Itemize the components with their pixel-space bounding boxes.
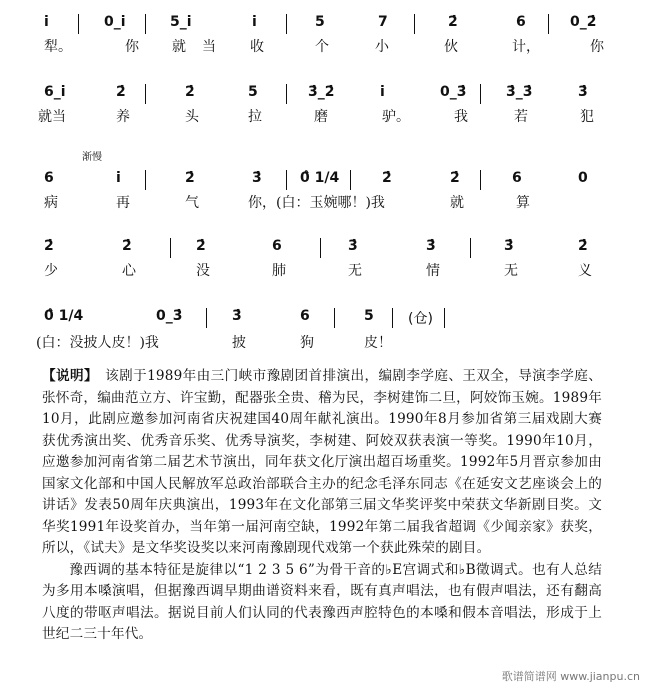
lyric: 你 [125, 39, 139, 55]
barline [392, 308, 393, 328]
note: 6 [272, 238, 282, 254]
note: i [380, 84, 385, 100]
barline [145, 84, 146, 104]
description-paragraph-1 [42, 366, 602, 560]
lyric: 就当 [38, 109, 66, 125]
note: 3̇ [578, 84, 588, 100]
barline [286, 84, 287, 104]
lyric: 拉 [248, 109, 262, 125]
note: 2̇ [448, 14, 458, 30]
note: 3̇ [348, 238, 358, 254]
barline [444, 308, 445, 328]
lyric: 狗 [300, 335, 314, 351]
barline [548, 14, 549, 34]
lyric: 无 [348, 263, 362, 279]
lyric: 算 [516, 195, 530, 211]
lyric: 伙 [444, 39, 458, 55]
lyric: 情 [426, 263, 440, 279]
note: 2̇ [450, 170, 460, 186]
note: 2̇ [196, 238, 206, 254]
description-label: 【说明】 [42, 368, 92, 384]
notes-row-4 [30, 238, 630, 260]
notes-row-2 [30, 84, 630, 106]
note: 3̇_3̇ [506, 84, 533, 100]
note: 6_i [44, 84, 66, 100]
note: 3̇ [232, 308, 242, 324]
note: i [44, 14, 49, 30]
notes-row-1 [30, 14, 630, 36]
note: 5 [315, 14, 325, 30]
barline [78, 14, 79, 34]
note: 2̇ [185, 170, 195, 186]
lyrics-row-3 [30, 192, 630, 212]
note: 5 [248, 84, 258, 100]
lyric: (白：没披人皮！)我 [36, 335, 159, 351]
lyric: 就 [450, 195, 464, 211]
lyric: 养 [116, 109, 130, 125]
lyrics-row-2 [30, 106, 630, 126]
lyric: 我 [454, 109, 468, 125]
note: 0̂ 1/4 [300, 170, 340, 186]
description-text-1: 该剧于1989年由三门峡市豫剧团首排演出，编剧李学庭、王双全，导演李学庭、张怀奇，编曲范立方、许宝勤，配器张全贵、稽为民，李树建饰二旦，阿姣饰玉婉。1989年10月，此剧应邀参加河南省庆祝建国40周年献礼演出。1990年8月参加省第三届戏剧大赛获优秀演出奖、优秀音乐奖、优秀导演奖，李树建、阿姣双获表演一等奖。1990年10月，应邀参加河南省第二届艺术节演出，同年获文化厅演出超百场重奖。1992年5月晋京参加由国家文化部和中国人民解放军总政治部联合主办的纪念毛泽东同志《在延安文艺座谈会上的讲话》发表50周年庆典演出，1993年在文化部第三届文华奖评奖中荣获文华新剧目奖。文华奖1991年设奖首办，当年第一届河南空缺，1992年第二届我省超调《少闻亲家》获奖，所以，《试夫》是文华奖设奖以来河南豫剧现代戏第一个获此殊荣的剧目。 [42, 368, 602, 556]
lyric: 犯 [580, 109, 594, 125]
barline [320, 238, 321, 258]
lyric: 没 [196, 263, 210, 279]
lyric: 磨 [314, 109, 328, 125]
note: 0_3̇ [156, 308, 183, 324]
lyrics-row-4 [30, 260, 630, 280]
barline [334, 308, 335, 328]
note: 6 [300, 308, 310, 324]
note: 0 [578, 170, 588, 186]
watermark: 歌谱简谱网 www.jianpu.cn [501, 670, 640, 683]
lyric: 驴。 [382, 109, 410, 125]
note: 0_i [104, 14, 126, 30]
note: 6 [44, 170, 54, 186]
lyric: 无 [504, 263, 518, 279]
lyric: 就 [172, 39, 186, 55]
note: 2̇ [122, 238, 132, 254]
lyric: 病 [44, 195, 58, 211]
lyric: 少 [44, 263, 58, 279]
note: 5 [364, 308, 374, 324]
lyric: 个 [315, 39, 329, 55]
barline [350, 170, 351, 190]
note: 3̇ [252, 170, 262, 186]
lyric: 犁。 [44, 39, 72, 55]
note: 2̇ [382, 170, 392, 186]
barline [170, 238, 171, 258]
description-block [42, 366, 602, 646]
note: 2̇ [116, 84, 126, 100]
barline [414, 14, 415, 34]
note: 0_2̇ [570, 14, 597, 30]
lyric: 若 [514, 109, 528, 125]
note: 0_3̇ [440, 84, 467, 100]
note: 3̇_2̇ [308, 84, 335, 100]
barline [206, 308, 207, 328]
note: 7 [378, 14, 388, 30]
barline [480, 170, 481, 190]
lyric: 心 [122, 263, 136, 279]
lyric: 再 [116, 195, 130, 211]
barline [145, 170, 146, 190]
note: 6 [516, 14, 526, 30]
lyric: 义 [578, 263, 592, 279]
note: 5_i [170, 14, 192, 30]
lyric: 你 [590, 39, 604, 55]
description-paragraph-2: 豫西调的基本特征是旋律以“1 2 3 5 6”为骨干音的♭E宫调式和♭B徵调式。也有人总结为多用本嗓演唱，但据豫西调早期曲谱资料来看，既有真声唱法，也有假声唱法，还有翻高八度的带呕声唱法。据说目前人们认同的代表豫西声腔特色的本嗓和假本音唱法，形成于上世纪二三十年代。 [42, 561, 602, 642]
notes-row-3 [30, 170, 630, 192]
note: 3̇ [504, 238, 514, 254]
lyric: 气 [185, 195, 199, 211]
lyrics-row-1 [30, 36, 630, 56]
lyric: 头 [185, 109, 199, 125]
note: 6 [512, 170, 522, 186]
barline [145, 14, 146, 34]
lyrics-row-5 [30, 332, 630, 352]
note: 2̇ [578, 238, 588, 254]
lyric: 肺 [272, 263, 286, 279]
lyric: 披 [232, 335, 246, 351]
lyric: 你，(白：玉婉哪！)我 [248, 195, 385, 211]
lyric: 皮！ [364, 335, 392, 351]
tempo-marking: 渐慢 [82, 152, 102, 163]
lyric: 当 [202, 39, 216, 55]
lyric: 收 [250, 39, 264, 55]
barline [286, 170, 287, 190]
barline [480, 84, 481, 104]
note: 3̇ [426, 238, 436, 254]
lyric: 计， [512, 39, 540, 55]
note: 2̇ [44, 238, 54, 254]
note: i [116, 170, 121, 186]
percussion-mark: (仓) [408, 311, 433, 327]
barline [470, 238, 471, 258]
lyric: 小 [375, 39, 389, 55]
note: 0̂ 1/4 [44, 308, 84, 324]
barline [286, 14, 287, 34]
notes-row-5 [30, 308, 630, 330]
note: 2̇ [185, 84, 195, 100]
note: i [252, 14, 257, 30]
